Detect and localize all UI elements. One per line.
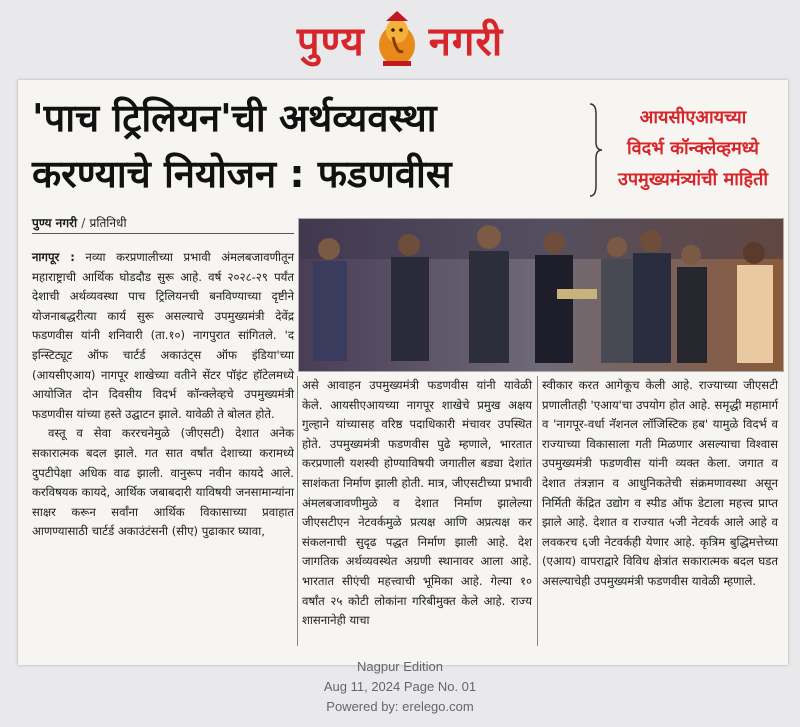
masthead-left-word: पुण्य <box>296 18 365 65</box>
column-divider <box>297 376 298 646</box>
column-divider <box>537 376 538 646</box>
edition-date-page: Aug 11, 2024 Page No. 01 <box>323 679 477 694</box>
masthead <box>0 0 800 78</box>
byline-paper: पुण्य नगरी <box>32 216 78 230</box>
event-photo <box>298 218 784 372</box>
edition-name: Nagpur Edition <box>357 659 443 674</box>
article-paragraph: वस्तू व सेवा कररचनेमुळे (जीएसटी) देशात अनेक सकारात्मक बदल झाले. गत सात वर्षांत देशाच्या करामध्ये दुपटीपेक्षा अधिक वाढ झाली. वानुरूप नवीन कायदे आले. करविषयक कायदे, आर्थिक जबाबदारी याविषयी जनसामान्यांना साक्षर करून सर्वांना आर्थिक विकासाच्या प्रवाहात आणण्यासाठी चार्टर्ड अकाउंटंसनी (सीए) पुढाकार घ्यावा, <box>32 426 294 539</box>
headline-bracket <box>586 102 604 198</box>
side-headline-line: विदर्भ कॉन्क्लेव्हमध्ये <box>626 138 760 159</box>
side-headline-line: आयसीएआयच्या <box>639 107 747 128</box>
ganesha-emblem-icon <box>373 11 421 67</box>
byline-separator: / <box>81 216 86 230</box>
dateline-place: नागपूर : <box>32 250 75 264</box>
headline-line-2: करण्याचे नियोजन : फडणवीस <box>32 152 452 196</box>
article-column-2 <box>302 376 532 631</box>
byline-reporter: प्रतिनिधी <box>89 216 127 230</box>
article-paragraph: स्वीकार करत आगेकूच केली आहे. राज्याच्या जीएसटी प्रणालीतही 'एआय'चा उपयोग होत आहे. समृद्धी महामार्ग व 'नागपूर-वर्धा नॅशनल लॉजिस्टिक हब' यामुळे विदर्भ व राज्याच्या विकासाला गती मिळणार असल्याचा विश्वास उपमुख्यमंत्री फडणवीस यांनी व्यक्त केला. जगात व देशात तंत्रज्ञान व आधुनिकतेची संक्रमणावस्था असून निर्मिती केंद्रित उद्योग व स्पीड ऑफ डेटाला महत्त्व प्राप्त झाले आहे. देशात व राज्यात ५जी नेटवर्क आले आहे व लवकरच ६जी नेटवर्कही येणार आहे. कृत्रिम बुद्धिमत्तेच्या (एआय) वापराद्वारे विविध क्षेत्रांत सकारात्मक बदल घडत असल्याचेही उपमुख्यमंत्री फडणवीस यावेळी म्हणाले. <box>542 378 778 588</box>
article-column-3 <box>542 376 778 592</box>
side-headline <box>608 102 778 195</box>
article-paragraph: नव्या करप्रणालीच्या प्रभावी अंमलबजावणीतून महाराष्ट्राची आर्थिक घोडदौड सुरू आहे. वर्ष २०२८-२९ पर्यंत देशाची अर्थव्यवस्था पाच ट्रिलियनची बनविण्याच्या दृष्टीने योजनाबद्धरीत्या कार्य सुरू असल्याचे उपमुख्यमंत्री देवेंद्र फडणवीस यांनी शनिवारी (ता.१०) नागपुरात सांगितले. 'द इन्स्टिट्यूट ऑफ चार्टर्ड अकाउंट्स ऑफ इंडिया'च्या (आयसीएआय) नागपूर शाखेच्या वतीने सेंटर पॉइंट हॉटेलमध्ये आयोजित दोन दिवसीय विदर्भ कॉन्क्लेव्हचे उपमुख्यमंत्री फडणवीस यांच्या हस्ते उद्घाटन झाले. यावेळी ते बोलत होते. <box>32 250 294 421</box>
powered-by-link[interactable]: Powered by: erelego.com <box>326 699 474 714</box>
headline-line-1: 'पाच ट्रिलियन'ची अर्थव्यवस्था <box>32 96 437 140</box>
edition-footer <box>0 657 800 717</box>
article-column-1 <box>32 248 294 542</box>
byline <box>32 214 127 231</box>
byline-rule <box>32 233 294 234</box>
headline <box>32 90 592 202</box>
article-paragraph: असे आवाहन उपमुख्यमंत्री फडणवीस यांनी यावेळी केले. आयसीएआयच्या नागपूर शाखेचे प्रमुख अक्षय गुल्हाने यांच्यासह वरिष्ठ पदाधिकारी मंचावर उपस्थित होते. उपमुख्यमंत्री फडणवीस पुढे म्हणाले, भारतात करप्रणाली यशस्वी होण्याविषयी जगातील बड्या देशांत साशंकता निर्माण झाली होती. मात्र, जीएसटीच्या प्रभावी अंमलबजावणीमुळे व देशात निर्माण झालेल्या जीएसटीएन नेटवर्कमुळे प्रत्यक्ष आणि अप्रत्यक्ष कर संकलनाची सुदृढ पद्धत निर्माण झाली आहे. देश जागतिक अर्थव्यवस्थेत अग्रणी स्थानावर आला आहे. भारतात सीएंची महत्त्वाची भूमिका आहे. गेल्या १० वर्षांत २५ कोटी लोकांना गरिबीमुक्त केले आहे. राज्य शासनानेही याचा <box>302 378 532 628</box>
masthead-right-word: नगरी <box>428 18 504 65</box>
side-headline-line: उपमुख्यमंत्र्यांची माहिती <box>617 169 769 190</box>
newspaper-clipping <box>18 80 788 665</box>
event-photo-icon <box>299 219 783 371</box>
